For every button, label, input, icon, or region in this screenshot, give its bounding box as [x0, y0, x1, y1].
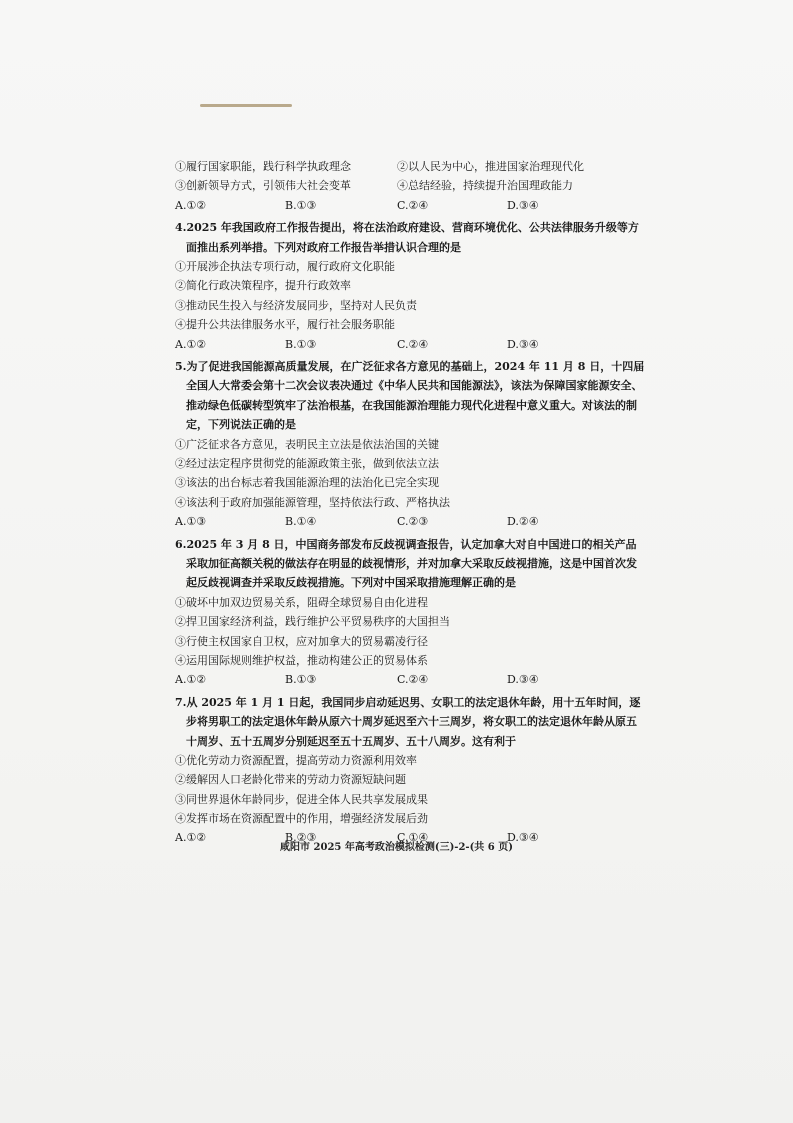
statement-1: ①广泛征求各方意见，表明民主立法是依法治国的关键 [175, 437, 439, 451]
option-b: B.①③ [285, 337, 317, 351]
option-a: A.①② [175, 673, 207, 687]
option-b: B.②③ [285, 831, 317, 845]
option-d: D.②④ [507, 515, 539, 529]
answer-options [175, 670, 645, 689]
option-c: C.②④ [397, 673, 429, 687]
statement-3: ③推动民生投入与经济发展同步，坚持对人民负责 [175, 298, 417, 312]
option-d: D.③④ [507, 337, 539, 351]
option-d: D.③④ [507, 673, 539, 687]
question-stem: 4.2025 年我国政府工作报告提出，将在法治政府建设、营商环境优化、公共法律服务升级等方面推出系列举措。下列对政府工作报告举措认识合理的是 [175, 221, 639, 254]
statement-3: ③同世界退休年龄同步，促进全体人民共享发展成果 [175, 792, 428, 806]
answer-options [175, 512, 645, 531]
option-a: A.①③ [175, 515, 207, 529]
answer-options [175, 335, 645, 354]
option-c: C.②③ [397, 515, 429, 529]
prev-items-row-2 [175, 176, 645, 195]
statement-4: ④提升公共法律服务水平，履行社会服务职能 [175, 318, 395, 332]
option-d: D.③④ [507, 831, 539, 845]
option-a: A.①② [175, 831, 207, 845]
question-5 [175, 357, 645, 532]
option-d: D.③④ [507, 198, 539, 212]
option-c: C.①④ [397, 831, 429, 845]
question-stem: 7.从 2025 年 1 月 1 日起，我国同步启动延迟男、女职工的法定退休年龄，用十五年时间，逐步将男职工的法定退休年龄从原六十周岁延迟至六十三周岁，将女职工的法定退休年龄从原五十周岁、五十五周岁分别延迟至五十五周岁、五十八周岁。这有利于 [175, 695, 641, 748]
statement-4: ④运用国际规则维护权益，推动构建公正的贸易体系 [175, 653, 428, 667]
option-a: A.①② [175, 198, 207, 212]
question-6 [175, 535, 645, 690]
prev-items-row-1 [175, 157, 645, 176]
option-a: A.①② [175, 337, 207, 351]
statement-4: ④该法利于政府加强能源管理，坚持依法行政、严格执法 [175, 495, 450, 509]
prev-item-3: ③创新领导方式，引领伟大社会变革 [175, 179, 351, 193]
option-c: C.②④ [397, 198, 429, 212]
statement-4: ④发挥市场在资源配置中的作用，增强经济发展后劲 [175, 812, 428, 826]
question-7 [175, 693, 645, 848]
option-b: B.①④ [285, 515, 317, 529]
statement-2: ②简化行政决策程序，提升行政效率 [175, 279, 351, 293]
statement-3: ③行使主权国家自卫权，应对加拿大的贸易霸凌行径 [175, 634, 428, 648]
statement-1: ①开展涉企执法专项行动，履行政府文化职能 [175, 259, 395, 273]
option-b: B.①③ [285, 198, 317, 212]
prev-options [175, 196, 645, 215]
option-b: B.①③ [285, 673, 317, 687]
statement-1: ①破坏中加双边贸易关系，阻碍全球贸易自由化进程 [175, 595, 428, 609]
page-footer: 咸阳市 2025 年高考政治模拟检测(三)-2-(共 6 页) [280, 842, 513, 853]
option-c: C.②④ [397, 337, 429, 351]
question-stem: 6.2025 年 3 月 8 日，中国商务部发布反歧视调查报告，认定加拿大对自中国进口的相关产品采取加征高额关税的做法存在明显的歧视情形，并对加拿大采取反歧视措施，这是中国首次发起反歧视调查并采取反歧视措施。下列对中国采取措施理解正确的是 [175, 537, 637, 590]
question-stem: 5.为了促进我国能源高质量发展，在广泛征求各方意见的基础上，2024 年 11 月 8 日，十四届全国人大常委会第十二次会议表决通过《中华人民共和国能源法》，该法为保障国家能源安全、推动绿色低碳转型筑牢了法治根基，在我国能源治理能力现代化进程中意义重大。对该法的制定，下列说法正确的是 [175, 359, 645, 432]
statement-1: ①优化劳动力资源配置，提高劳动力资源利用效率 [175, 753, 417, 767]
prev-question-block [175, 157, 645, 215]
question-4 [175, 218, 645, 354]
statement-2: ②经过法定程序贯彻党的能源政策主张，做到依法立法 [175, 456, 439, 470]
prev-item-1: ①履行国家职能，践行科学执政理念 [175, 160, 351, 173]
statement-2: ②缓解因人口老龄化带来的劳动力资源短缺问题 [175, 773, 406, 787]
prev-item-4: ④总结经验，持续提升治国理政能力 [397, 179, 573, 193]
exam-content [175, 157, 645, 848]
prev-item-2: ②以人民为中心，推进国家治理现代化 [397, 160, 584, 173]
statement-3: ③该法的出台标志着我国能源治理的法治化已完全实现 [175, 476, 439, 490]
statement-2: ②捍卫国家经济利益，践行维护公平贸易秩序的大国担当 [175, 615, 450, 629]
header-stroke [200, 104, 292, 107]
